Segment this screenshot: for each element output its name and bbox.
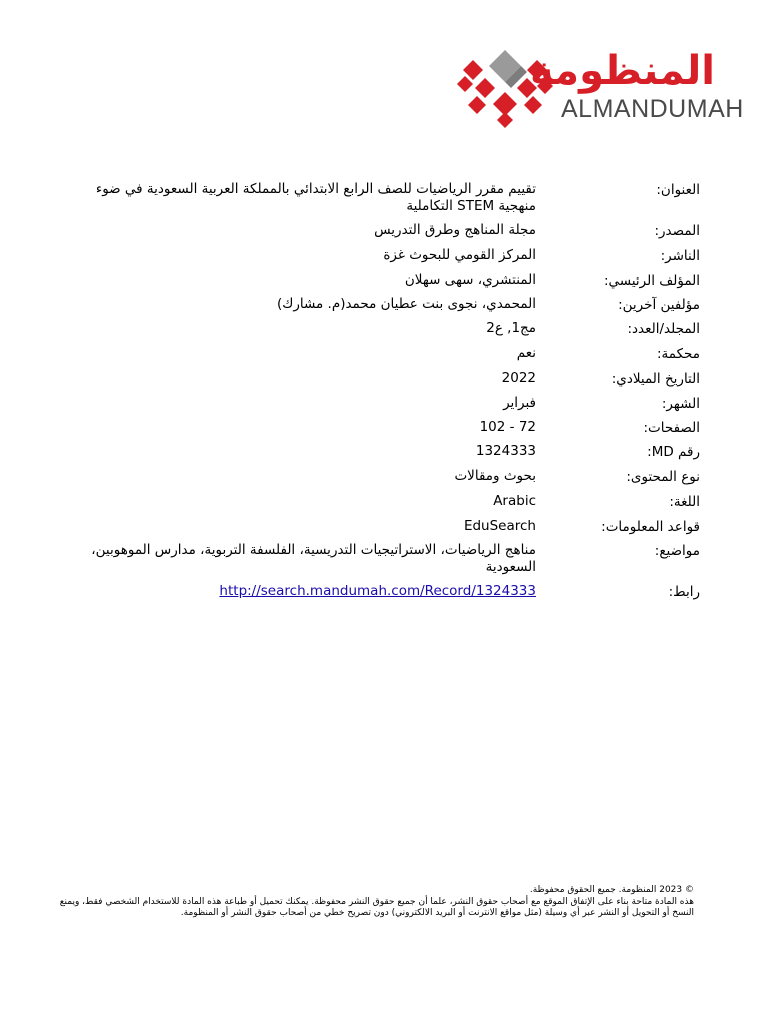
other-authors-label: مؤلفين آخرين: [618, 297, 700, 313]
volume-issue-label: المجلد/العدد: [627, 321, 700, 337]
subjects-value: مناهج الرياضيات، الاستراتيجيات التدريسية، الفلسفة التربوية، مدارس الموهوبين، السعودية [91, 542, 536, 575]
publisher-value: المركز القومي للبحوث غزة [383, 247, 536, 263]
year-value: 2022 [501, 370, 536, 386]
month-value: فبراير [503, 395, 536, 411]
row-md-number [0, 440, 768, 465]
source-value: مجلة المناهج وطرق التدريس [374, 222, 536, 238]
other-authors-value: المحمدي، نجوى بنت عطيان محمد(م. مشارك) [276, 296, 536, 312]
year-label: التاريخ الميلادي: [611, 371, 700, 387]
row-volume-issue [0, 317, 768, 342]
main-author-value: المنتشري، سهى سهلان [404, 272, 536, 288]
row-other-authors [0, 293, 768, 317]
source-label: المصدر: [654, 223, 700, 239]
md-number-value: 1324333 [475, 443, 536, 459]
row-title [0, 178, 768, 219]
title-value: تقييم مقرر الرياضيات للصف الرابع الابتدائي بالمملكة العربية السعودية في ضوء منهجية STEM التكاملية [95, 181, 536, 214]
volume-issue-value: مج1, ع2 [486, 320, 536, 336]
databases-value: EduSearch [463, 518, 536, 534]
record-link[interactable]: http://search.mandumah.com/Record/1324333 [219, 583, 536, 599]
row-language [0, 490, 768, 515]
row-main-author [0, 269, 768, 293]
pages-value: 72 - 102 [479, 419, 536, 435]
main-author-label: المؤلف الرئيسي: [603, 273, 700, 289]
logo-arabic-wordmark: المنظومة [530, 48, 715, 94]
peer-reviewed-label: محكمة: [657, 346, 700, 362]
row-peer-reviewed [0, 342, 768, 367]
logo-latin-wordmark: ALMANDUMAH [561, 95, 744, 123]
month-label: الشهر: [661, 396, 700, 412]
md-number-label: رقم MD: [647, 444, 700, 460]
row-content-type [0, 465, 768, 490]
language-value: Arabic [493, 493, 536, 509]
row-publisher [0, 244, 768, 269]
row-year [0, 367, 768, 392]
pages-label: الصفحات: [643, 420, 700, 436]
row-month [0, 392, 768, 416]
row-link [0, 580, 768, 605]
link-value [66, 580, 536, 600]
content-type-value: بحوث ومقالات [454, 468, 536, 484]
link-label: رابط: [668, 584, 700, 600]
copyright-line: © 2023 المنظومة. جميع الحقوق محفوظة. [529, 885, 694, 895]
row-subjects [0, 539, 768, 580]
peer-reviewed-value: نعم [516, 345, 536, 361]
title-label: العنوان: [656, 182, 700, 198]
record-details [0, 178, 768, 605]
language-label: اللغة: [669, 494, 700, 510]
copyright-footer [52, 885, 694, 920]
row-pages [0, 416, 768, 440]
row-source [0, 219, 768, 244]
subjects-label: مواضيع: [654, 543, 700, 559]
almandumah-logo [455, 48, 744, 130]
usage-notice: هذه المادة متاحة بناء على الإتفاق الموقع مع أصحاب حقوق النشر، علما أن جميع حقوق النشر محفوظة. يمكنك تحميل أو طباعة هذه المادة للاستخدام الشخصي فقط، ويمنع النسخ أو التحويل أو النشر عبر أي وسيلة (مثل مواقع الانترنت أو البريد الالكتروني) دون تصريح خطي من أصحاب حقوق النشر أو المنظومة. [59, 896, 694, 918]
row-databases [0, 515, 768, 539]
content-type-label: نوع المحتوى: [626, 469, 700, 485]
databases-label: قواعد المعلومات: [601, 519, 700, 535]
publisher-label: الناشر: [660, 248, 700, 264]
